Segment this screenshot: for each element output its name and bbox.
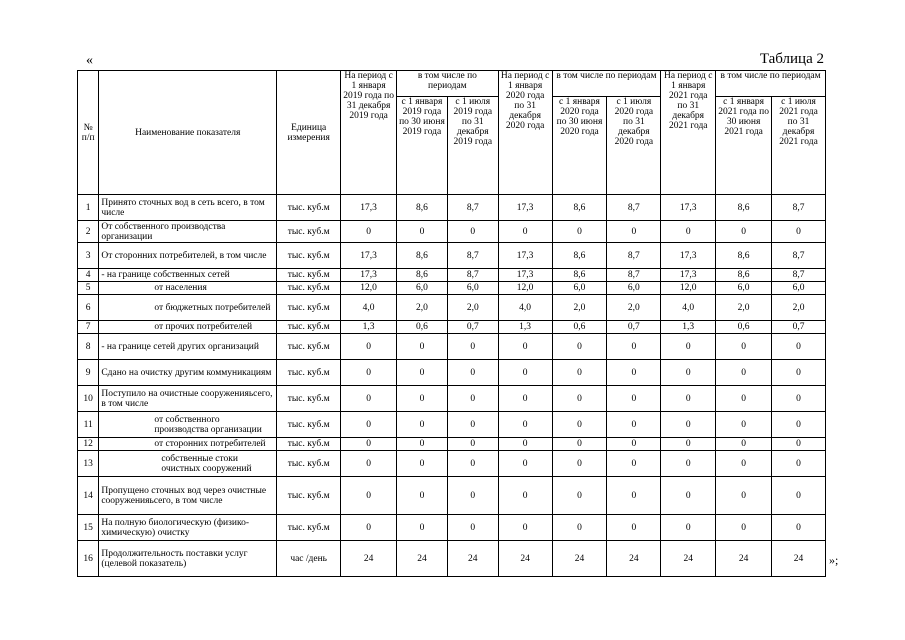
table-row [78, 334, 826, 360]
data-table [77, 70, 826, 577]
value-cell: 0 [772, 477, 826, 515]
value-cell: 8,7 [772, 243, 826, 269]
value-cell: 0 [716, 221, 772, 243]
value-cell: 0 [397, 451, 448, 477]
value-cell: 0 [552, 515, 607, 541]
value-cell: 0 [661, 386, 716, 412]
value-cell: 6,0 [447, 282, 498, 295]
row-indicator: от собственного производства организации [99, 412, 277, 438]
row-unit: тыс. куб.м [277, 269, 341, 282]
row-num: 13 [78, 451, 99, 477]
table-row [78, 438, 826, 451]
value-cell: 6,0 [716, 282, 772, 295]
value-cell: 17,3 [661, 195, 716, 221]
value-cell: 0,6 [397, 321, 448, 334]
value-cell: 2,0 [716, 295, 772, 321]
value-cell: 24 [397, 541, 448, 577]
value-cell: 8,7 [607, 269, 661, 282]
value-cell: 8,6 [397, 195, 448, 221]
row-unit: тыс. куб.м [277, 451, 341, 477]
value-cell: 0 [607, 477, 661, 515]
value-cell: 4,0 [341, 295, 397, 321]
header-num: № п/п [78, 71, 99, 195]
table-row [78, 269, 826, 282]
value-cell: 0 [447, 451, 498, 477]
value-cell: 24 [661, 541, 716, 577]
value-cell: 8,6 [716, 243, 772, 269]
value-cell: 24 [607, 541, 661, 577]
value-cell: 0 [552, 334, 607, 360]
row-indicator: - на границе сетей других организаций [99, 334, 277, 360]
table-row [78, 541, 826, 577]
value-cell: 0 [661, 451, 716, 477]
table-row [78, 295, 826, 321]
value-cell: 2,0 [397, 295, 448, 321]
value-cell: 0 [552, 451, 607, 477]
value-cell: 17,3 [498, 269, 552, 282]
value-cell: 2,0 [607, 295, 661, 321]
value-cell: 0 [397, 386, 448, 412]
value-cell: 0 [607, 334, 661, 360]
value-cell: 0 [447, 221, 498, 243]
value-cell: 0,7 [607, 321, 661, 334]
row-num: 2 [78, 221, 99, 243]
value-cell: 17,3 [341, 269, 397, 282]
row-num: 5 [78, 282, 99, 295]
value-cell: 0 [607, 386, 661, 412]
value-cell: 1,3 [661, 321, 716, 334]
row-num: 16 [78, 541, 99, 577]
opening-quote: « [86, 53, 93, 68]
value-cell: 0 [397, 412, 448, 438]
closing-quote: »; [829, 553, 839, 567]
value-cell: 0 [661, 515, 716, 541]
value-cell: 0 [607, 221, 661, 243]
row-indicator: Сдано на очистку другим коммуникациям [99, 360, 277, 386]
value-cell: 0 [397, 334, 448, 360]
value-cell: 2,0 [447, 295, 498, 321]
header-period-2021: На период с 1 января 2021 года по 31 декабря 2021 года [661, 71, 716, 195]
row-unit: тыс. куб.м [277, 282, 341, 295]
header-h1-2019: с 1 января 2019 года по 30 июня 2019 года [397, 97, 448, 195]
value-cell: 6,0 [772, 282, 826, 295]
table-row [78, 451, 826, 477]
value-cell: 8,6 [716, 195, 772, 221]
value-cell: 0 [716, 412, 772, 438]
header-h1-2021: с 1 января 2021 года по 30 июня 2021 года [716, 97, 772, 195]
row-indicator: Пропущено сточных вод через очистные сооруженияьсего, в том числе [99, 477, 277, 515]
value-cell: 0 [341, 515, 397, 541]
value-cell: 0 [498, 334, 552, 360]
value-cell: 8,7 [772, 269, 826, 282]
value-cell: 17,3 [341, 243, 397, 269]
value-cell: 12,0 [341, 282, 397, 295]
value-cell: 0 [447, 334, 498, 360]
value-cell: 0 [397, 477, 448, 515]
value-cell: 0 [498, 438, 552, 451]
row-indicator: На полную биологическую (физико-химическую) очистку [99, 515, 277, 541]
row-unit: тыс. куб.м [277, 515, 341, 541]
row-num: 3 [78, 243, 99, 269]
row-indicator: Поступило на очистные сооруженияьсего, в том числе [99, 386, 277, 412]
table-row [78, 515, 826, 541]
header-indicator-name: Наименование показателя [99, 71, 277, 195]
value-cell: 0 [498, 477, 552, 515]
value-cell: 17,3 [661, 269, 716, 282]
table-row [78, 282, 826, 295]
value-cell: 17,3 [341, 195, 397, 221]
value-cell: 12,0 [661, 282, 716, 295]
row-unit: тыс. куб.м [277, 295, 341, 321]
row-indicator: Продолжительность поставки услуг (целевой показатель) [99, 541, 277, 577]
value-cell: 8,6 [552, 269, 607, 282]
value-cell: 0 [552, 477, 607, 515]
value-cell: 0 [552, 438, 607, 451]
value-cell: 24 [447, 541, 498, 577]
row-unit: тыс. куб.м [277, 321, 341, 334]
value-cell: 0 [397, 515, 448, 541]
value-cell: 1,3 [341, 321, 397, 334]
value-cell: 12,0 [498, 282, 552, 295]
value-cell: 6,0 [607, 282, 661, 295]
value-cell: 0,6 [716, 321, 772, 334]
value-cell: 0 [397, 438, 448, 451]
row-indicator: - на границе собственных сетей [99, 269, 277, 282]
row-num: 11 [78, 412, 99, 438]
value-cell: 0 [661, 438, 716, 451]
value-cell: 0 [607, 360, 661, 386]
value-cell: 8,6 [552, 243, 607, 269]
value-cell: 8,7 [607, 243, 661, 269]
value-cell: 0 [772, 451, 826, 477]
row-unit: тыс. куб.м [277, 477, 341, 515]
value-cell: 8,6 [552, 195, 607, 221]
row-unit: тыс. куб.м [277, 334, 341, 360]
table-row [78, 412, 826, 438]
value-cell: 0 [447, 515, 498, 541]
header-period-2020: На период с 1 января 2020 года по 31 декабря 2020 года [498, 71, 552, 195]
value-cell: 0 [552, 386, 607, 412]
value-cell: 0 [772, 412, 826, 438]
value-cell: 0 [661, 221, 716, 243]
row-indicator: от сторонних потребителей [99, 438, 277, 451]
table-row [78, 195, 826, 221]
header-h2-2020: с 1 июля 2020 года по 31 декабря 2020 года [607, 97, 661, 195]
row-unit: тыс. куб.м [277, 386, 341, 412]
value-cell: 0 [498, 412, 552, 438]
row-unit: тыс. куб.м [277, 221, 341, 243]
value-cell: 0 [661, 477, 716, 515]
value-cell: 0 [607, 451, 661, 477]
value-cell: 0 [397, 221, 448, 243]
row-num: 7 [78, 321, 99, 334]
header-subperiods-2021: в том числе по периодам [716, 71, 826, 97]
value-cell: 8,6 [397, 243, 448, 269]
header-period-2019: На период с 1 января 2019 года по 31 декабря 2019 года [341, 71, 397, 195]
value-cell: 0 [716, 438, 772, 451]
value-cell: 24 [341, 541, 397, 577]
value-cell: 24 [552, 541, 607, 577]
value-cell: 0 [498, 515, 552, 541]
header-h2-2021: с 1 июля 2021 года по 31 декабря 2021 года [772, 97, 826, 195]
value-cell: 0,7 [772, 321, 826, 334]
value-cell: 0 [607, 438, 661, 451]
row-indicator: От сторонних потребителей, в том числе [99, 243, 277, 269]
header-subperiods-2020: в том числе по периодам [552, 71, 661, 97]
row-num: 4 [78, 269, 99, 282]
table-row [78, 386, 826, 412]
value-cell: 0,7 [447, 321, 498, 334]
value-cell: 0 [341, 477, 397, 515]
value-cell: 0 [447, 360, 498, 386]
value-cell: 4,0 [661, 295, 716, 321]
value-cell: 8,7 [772, 195, 826, 221]
value-cell: 0 [552, 221, 607, 243]
table-row [78, 221, 826, 243]
row-indicator: От собственного производства организации [99, 221, 277, 243]
value-cell: 0 [607, 515, 661, 541]
header-row-1 [78, 71, 826, 97]
table-caption: Таблица 2 [759, 51, 824, 67]
value-cell: 1,3 [498, 321, 552, 334]
value-cell: 0 [498, 451, 552, 477]
row-unit: тыс. куб.м [277, 412, 341, 438]
value-cell: 0 [341, 360, 397, 386]
row-indicator: от прочих потребителей [99, 321, 277, 334]
value-cell: 0 [341, 386, 397, 412]
row-num: 10 [78, 386, 99, 412]
row-num: 15 [78, 515, 99, 541]
row-indicator: собственные стоки очистных сооружений [99, 451, 277, 477]
value-cell: 0 [772, 438, 826, 451]
row-indicator: от населения [99, 282, 277, 295]
value-cell: 4,0 [498, 295, 552, 321]
value-cell: 0 [552, 412, 607, 438]
value-cell: 0,6 [552, 321, 607, 334]
value-cell: 0 [661, 412, 716, 438]
value-cell: 6,0 [552, 282, 607, 295]
value-cell: 2,0 [552, 295, 607, 321]
value-cell: 17,3 [661, 243, 716, 269]
value-cell: 0 [341, 451, 397, 477]
value-cell: 8,7 [447, 269, 498, 282]
value-cell: 0 [772, 386, 826, 412]
table-row [78, 243, 826, 269]
value-cell: 17,3 [498, 195, 552, 221]
row-unit: тыс. куб.м [277, 360, 341, 386]
value-cell: 0 [716, 515, 772, 541]
row-unit: тыс. куб.м [277, 195, 341, 221]
value-cell: 0 [772, 334, 826, 360]
table-row [78, 360, 826, 386]
value-cell: 0 [447, 477, 498, 515]
value-cell: 24 [498, 541, 552, 577]
value-cell: 0 [772, 221, 826, 243]
value-cell: 8,6 [397, 269, 448, 282]
value-cell: 0 [772, 515, 826, 541]
row-num: 8 [78, 334, 99, 360]
value-cell: 0 [397, 360, 448, 386]
value-cell: 0 [341, 334, 397, 360]
value-cell: 0 [552, 360, 607, 386]
row-num: 12 [78, 438, 99, 451]
value-cell: 8,6 [716, 269, 772, 282]
row-indicator: от бюджетных потребителей [99, 295, 277, 321]
table-row [78, 321, 826, 334]
value-cell: 0 [607, 412, 661, 438]
value-cell: 17,3 [498, 243, 552, 269]
value-cell: 8,7 [607, 195, 661, 221]
value-cell: 6,0 [397, 282, 448, 295]
value-cell: 0 [498, 386, 552, 412]
row-num: 14 [78, 477, 99, 515]
value-cell: 8,7 [447, 195, 498, 221]
value-cell: 0 [661, 334, 716, 360]
value-cell: 0 [716, 334, 772, 360]
header-unit: Единица измерения [277, 71, 341, 195]
value-cell: 0 [341, 438, 397, 451]
value-cell: 0 [447, 438, 498, 451]
value-cell: 0 [661, 360, 716, 386]
value-cell: 0 [341, 412, 397, 438]
value-cell: 0 [716, 386, 772, 412]
row-num: 6 [78, 295, 99, 321]
value-cell: 2,0 [772, 295, 826, 321]
row-unit: час /день [277, 541, 341, 577]
value-cell: 0 [447, 386, 498, 412]
row-indicator: Принято сточных вод в сеть всего, в том числе [99, 195, 277, 221]
table-row [78, 477, 826, 515]
value-cell: 24 [772, 541, 826, 577]
value-cell: 0 [498, 360, 552, 386]
row-unit: тыс. куб.м [277, 438, 341, 451]
value-cell: 0 [716, 360, 772, 386]
header-h1-2020: с 1 января 2020 года по 30 июня 2020 года [552, 97, 607, 195]
value-cell: 0 [716, 477, 772, 515]
value-cell: 8,7 [447, 243, 498, 269]
row-num: 9 [78, 360, 99, 386]
value-cell: 0 [772, 360, 826, 386]
header-h2-2019: с 1 июля 2019 года по 31 декабря 2019 года [447, 97, 498, 195]
row-unit: тыс. куб.м [277, 243, 341, 269]
row-num: 1 [78, 195, 99, 221]
value-cell: 0 [498, 221, 552, 243]
value-cell: 0 [716, 451, 772, 477]
value-cell: 0 [447, 412, 498, 438]
value-cell: 0 [341, 221, 397, 243]
value-cell: 24 [716, 541, 772, 577]
header-subperiods-2019: в том числе по периодам [397, 71, 499, 97]
